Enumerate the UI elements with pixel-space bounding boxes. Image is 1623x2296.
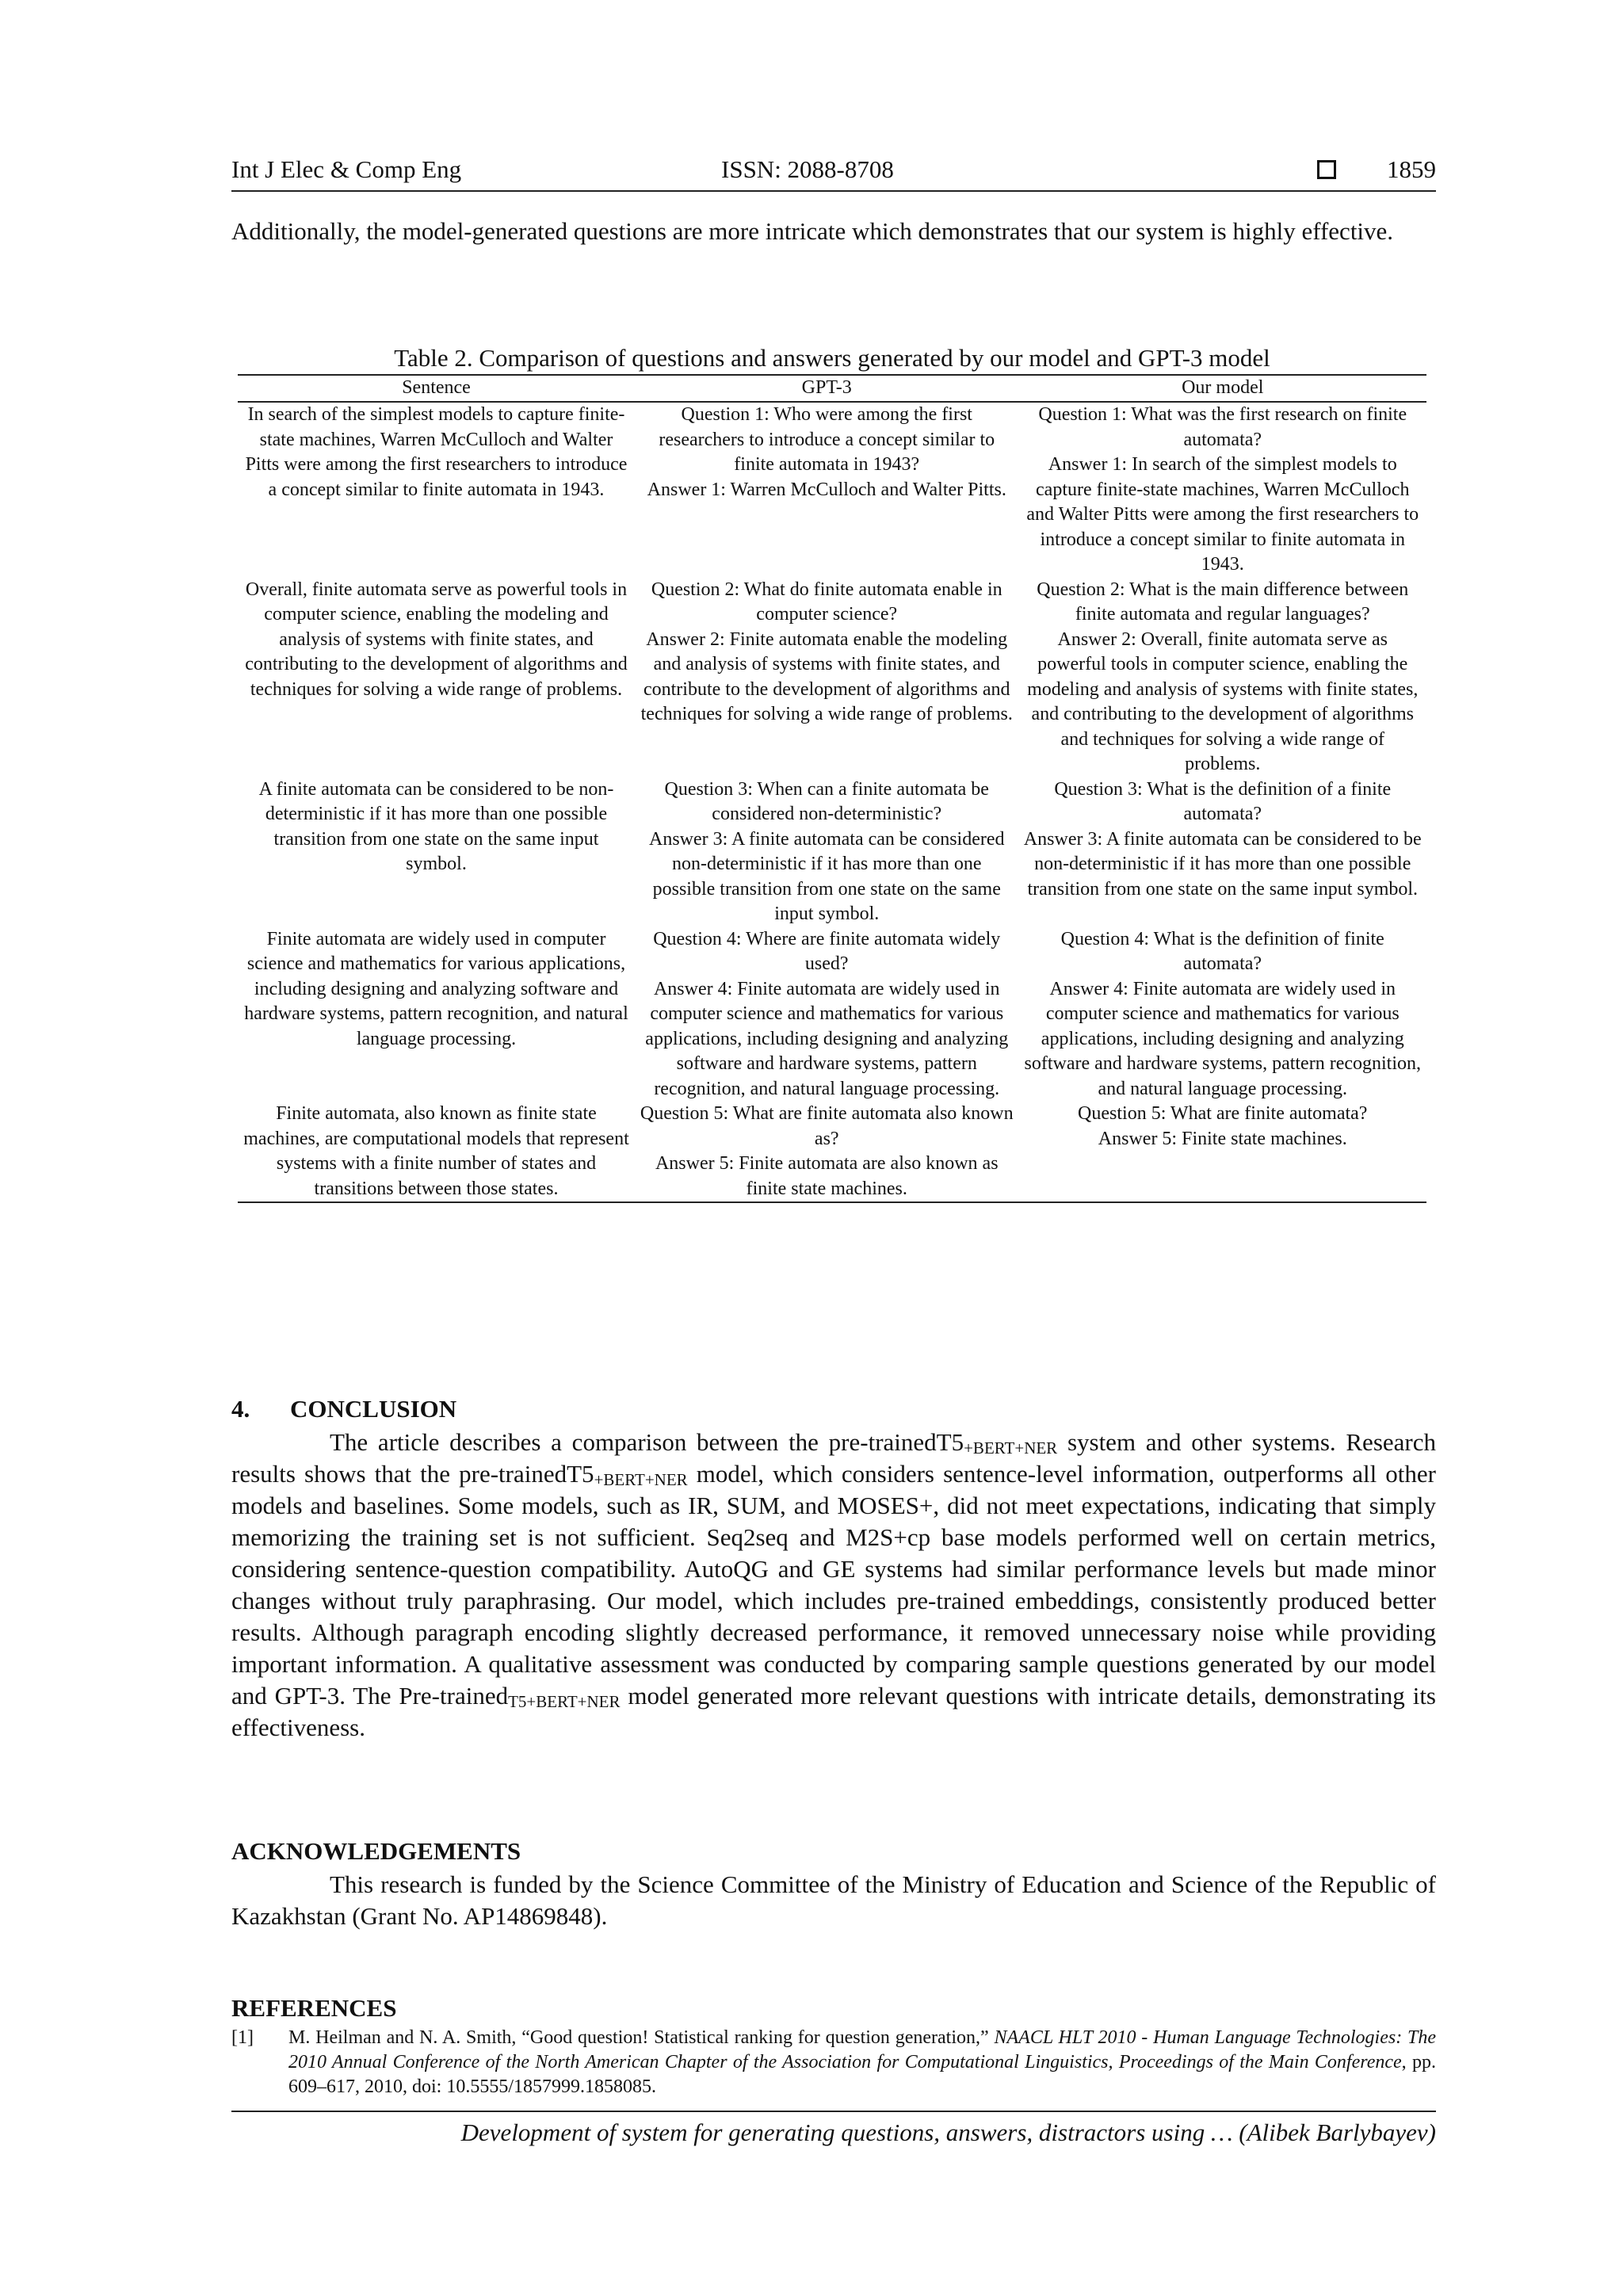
- gpt3-question: Question 5: What are finite automata also known as?: [640, 1103, 1014, 1149]
- our-model-answer: Answer 2: Overall, finite automata serve as powerful tools in computer science, enabling the modeling and analysis of systems with finite states, and contributing to the development of algorithms and techniques for solving a wide range of problems.: [1027, 628, 1419, 774]
- conclusion-text: model, which considers sentence-level information, outperforms all other models and baselines. Some models, such as IR, SUM, and MOSES+, did not meet expectations, indicating that simply memorizing the training set is not sufficient. Seq2seq and M2S+cp base models performed well on certain metrics, considering sentence-question compatibility. AutoQG and GE systems had similar performance levels but made minor changes without truly paraphrasing. Our model, which includes pre-trained embeddings, consistently produced better results. Although paragraph encoding slightly decreased performance, it removed unnecessary noise while providing important information. A qualitative assessment was conducted by comparing sample questions generated by our model and GPT-3. The Pre-trained: [231, 1460, 1437, 1710]
- acknowledgements-paragraph: This research is funded by the Science Committee of the Ministry of Education and Science of the Republic of Kazakhstan (Grant No. AP14869848).: [231, 1870, 1436, 1930]
- sentence-cell: [238, 578, 635, 777]
- acknowledgements-heading: ACKNOWLEDGEMENTS: [231, 1837, 521, 1865]
- references-heading: REFERENCES: [231, 1994, 397, 2022]
- sentence-cell: [238, 1102, 635, 1202]
- sentence-text: In search of the simplest models to capture finite-state machines, Warren McCulloch and Walter Pitts were among the first researchers to introduce a concept similar to finite automata in 1943.: [245, 404, 628, 500]
- gpt3-cell: [635, 1102, 1019, 1202]
- our-model-question: Question 3: What is the definition of a finite automata?: [1054, 778, 1392, 824]
- sentence-cell: [238, 402, 635, 578]
- our-model-question: Question 4: What is the definition of finite automata?: [1060, 928, 1384, 974]
- our-model-question: Question 2: What is the main difference between finite automata and regular languages?: [1037, 579, 1409, 625]
- conclusion-text: model generated more relevant questions with intricate details, demonstrating its effectiveness.: [231, 1682, 1436, 1741]
- reference-authors-title: M. Heilman and N. A. Smith, “Good question! Statistical ranking for question generation,”: [288, 2027, 995, 2048]
- subscript: +BERT+NER: [594, 1470, 688, 1489]
- subscript: T5+BERT+NER: [508, 1692, 621, 1711]
- running-footer: Development of system for generating questions, answers, distractors using … (Alibek Barlybayev): [231, 2111, 1436, 2147]
- gpt3-answer: Answer 1: Warren McCulloch and Walter Pitts.: [647, 479, 1006, 500]
- sentence-cell: [238, 777, 635, 927]
- our-model-cell: [1019, 1102, 1427, 1202]
- table-row: [238, 777, 1426, 927]
- table-row: [238, 927, 1426, 1102]
- running-header: [231, 155, 1436, 192]
- qa-comparison-table: [238, 374, 1426, 1203]
- gpt3-answer: Answer 5: Finite automata are also known as finite state machines.: [655, 1153, 999, 1199]
- gpt3-cell: [635, 927, 1019, 1102]
- gpt3-question: Question 3: When can a finite automata be considered non-deterministic?: [664, 778, 989, 824]
- sentence-text: Finite automata, also known as finite state machines, are computational models that represent systems with a finite number of states and transitions between those states.: [243, 1103, 629, 1199]
- gpt3-cell: [635, 402, 1019, 578]
- our-model-cell: [1019, 777, 1427, 927]
- our-model-cell: [1019, 578, 1427, 777]
- reference-details: , pp. 609–617, 2010, doi: 10.5555/1857999.1858085.: [288, 2052, 1436, 2097]
- conclusion-text: The article describes a comparison between the pre-trainedT5: [330, 1428, 964, 1456]
- reference-number: [1]: [231, 2027, 254, 2048]
- column-header-sentence: Sentence: [238, 375, 635, 402]
- gpt3-answer: Answer 3: A finite automata can be considered non-deterministic if it has more than one possible transition from one state on the same input symbol.: [648, 828, 1005, 924]
- table-header-row: [238, 375, 1426, 402]
- gpt3-answer: Answer 4: Finite automata are widely used in computer science and mathematics for various applications, including designing and analyzing software and hardware systems, pattern recognition, and natural language processing.: [645, 978, 1009, 1099]
- column-header-gpt3: GPT-3: [635, 375, 1019, 402]
- gpt3-question: Question 4: Where are finite automata widely used?: [653, 928, 1001, 974]
- sentence-text: A finite automata can be considered to be non-deterministic if it has more than one possible transition from one state on the same input symbol.: [258, 778, 614, 874]
- gpt3-cell: [635, 777, 1019, 927]
- table-row: [238, 1102, 1426, 1202]
- our-model-cell: [1019, 927, 1427, 1102]
- gpt3-answer: Answer 2: Finite automata enable the modeling and analysis of systems with finite states, and contribute to the development of algorithms and techniques for solving a wide range of problems.: [640, 628, 1013, 724]
- our-model-answer: Answer 3: A finite automata can be considered to be non-deterministic if it has more than one possible transition from one state on the same input symbol.: [1023, 828, 1422, 900]
- subscript: +BERT+NER: [964, 1438, 1058, 1457]
- our-model-question: Question 5: What are finite automata?: [1078, 1103, 1368, 1124]
- our-model-answer: Answer 5: Finite state machines.: [1098, 1128, 1347, 1149]
- our-model-answer: Answer 1: In search of the simplest models to capture finite-state machines, Warren McCulloch and Walter Pitts were among the first researchers to introduce a concept similar to finite automata in 1943.: [1026, 454, 1419, 575]
- intro-paragraph: Additionally, the model-generated questions are more intricate which demonstrates that our system is highly effective.: [231, 217, 1394, 245]
- page-number: 1859: [1387, 155, 1436, 183]
- reference-text: [288, 2026, 1436, 2099]
- table-row: [238, 578, 1426, 777]
- sentence-text: Overall, finite automata serve as powerful tools in computer science, enabling the modeling and analysis of systems with finite states, and contributing to the development of algorithms and techniques for solving a wide range of problems.: [245, 579, 628, 700]
- reference-item: [231, 2026, 1436, 2099]
- issn: ISSN: 2088-8708: [721, 155, 894, 183]
- gpt3-question: Question 1: Who were among the first researchers to introduce a concept similar to finite automata in 1943?: [659, 404, 995, 475]
- conclusion-text: system and other systems. Research results shows that the pre-trainedT5: [231, 1428, 1436, 1488]
- section-title: CONCLUSION: [290, 1395, 457, 1423]
- column-header-our-model: Our model: [1019, 375, 1427, 402]
- our-model-answer: Answer 4: Finite automata are widely used in computer science and mathematics for various applications, including designing and analyzing software and hardware systems, pattern recognition, and natural language processing.: [1024, 978, 1421, 1099]
- gpt3-question: Question 2: What do finite automata enable in computer science?: [651, 579, 1002, 625]
- our-model-cell: [1019, 402, 1427, 578]
- our-model-question: Question 1: What was the first research on finite automata?: [1038, 404, 1407, 450]
- sentence-cell: [238, 927, 635, 1102]
- sentence-text: Finite automata are widely used in computer science and mathematics for various applications, including designing and analyzing software and hardware systems, pattern recognition, and natural language processing.: [244, 928, 628, 1049]
- table-row: [238, 402, 1426, 578]
- section-number: 4.: [231, 1395, 250, 1423]
- square-icon: [1317, 160, 1336, 179]
- conclusion-heading: [231, 1395, 456, 1423]
- table-caption: Table 2. Comparison of questions and answers generated by our model and GPT-3 model: [394, 344, 1270, 372]
- journal-name: Int J Elec & Comp Eng: [231, 155, 462, 183]
- gpt3-cell: [635, 578, 1019, 777]
- reference-venue: NAACL HLT 2010 - Human Language Technologies: The 2010 Annual Conference of the North American Chapter of the Association for Computational Linguistics, Proceedings of the Main Conference: [288, 2027, 1436, 2073]
- conclusion-paragraph: [231, 1427, 1436, 1744]
